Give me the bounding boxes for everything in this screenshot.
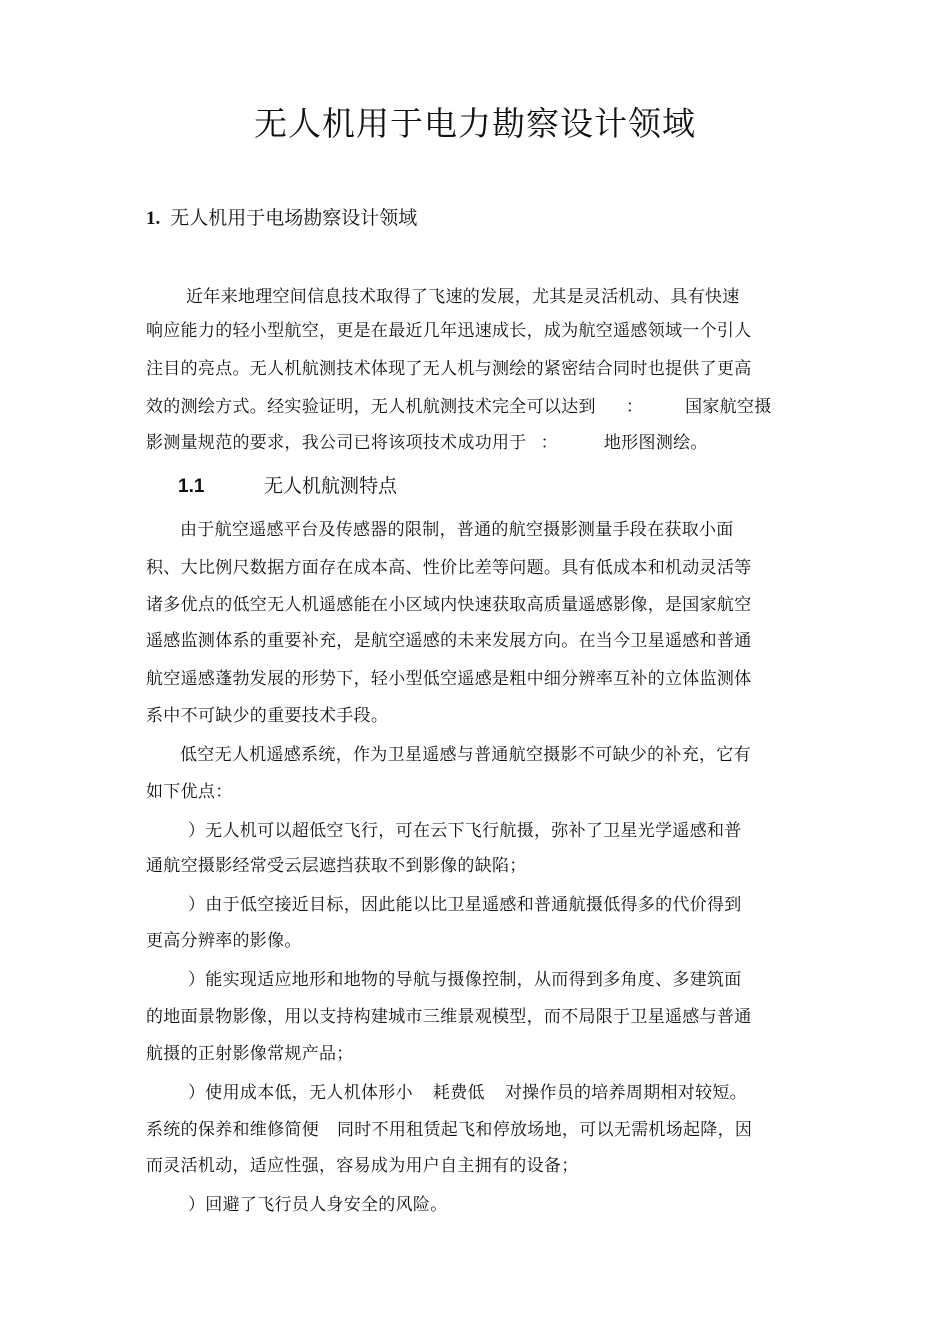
paragraph-line: 航空遥感蓬勃发展的形势下，轻小型低空遥感是粗中细分辨率互补的立体监测体 <box>146 669 752 689</box>
list-item: ）回避了飞行员人身安全的风险。 <box>188 1195 448 1215</box>
paragraph-line: 由于航空遥感平台及传感器的限制，普通的航空摄影测量手段在获取小面 <box>180 520 734 540</box>
list-item-line: 而灵活机动，适应性强，容易成为用户自主拥有的设备； <box>146 1156 579 1176</box>
paragraph-line: 低空无人机遥感系统，作为卫星遥感与普通航空摄影不可缺少的补充，它有 <box>180 745 751 765</box>
list-item-line: 系统的保养和维修简便 同时不用租赁起飞和停放场地，可以无需机场起降，因 <box>146 1120 753 1140</box>
list-item-line: 航摄的正射影像常规产品； <box>146 1044 354 1064</box>
list-item-line: 更高分辨率的影像。 <box>146 931 302 951</box>
list-item-line: 的地面景物影像，用以支持构建城市三维景观模型，而不局限于卫星遥感与普通 <box>146 1007 752 1027</box>
paragraph-line: 如下优点： <box>146 782 233 802</box>
paragraph-line: 遥感监测体系的重要补充，是航空遥感的未来发展方向。在当今卫星遥感和普通 <box>146 631 752 651</box>
paragraph-line: 影测量规范的要求，我公司已将该项技术成功用于 ： 地形图测绘。 <box>146 433 708 453</box>
paragraph-line: 近年来地理空间信息技术取得了飞速的发展，尤其是灵活机动、具有快速 <box>186 287 740 307</box>
section-heading-1 <box>146 202 417 235</box>
list-item: ）无人机可以超低空飞行，可在云下飞行航摄，弥补了卫星光学遥感和普 <box>188 821 742 841</box>
section-number: 1.1 <box>178 476 205 497</box>
section-number: 1. <box>146 208 161 229</box>
paragraph-line: 系中不可缺少的重要技术手段。 <box>146 706 389 726</box>
list-item: ）由于低空接近目标，因此能以比卫星遥感和普通航摄低得多的代价得到 <box>188 895 742 915</box>
section-heading-1-1 <box>178 470 397 503</box>
list-item: ）使用成本低，无人机体形小 耗费低 对操作员的培养周期相对较短。 <box>188 1083 748 1103</box>
list-item: ）能实现适应地形和地物的导航与摄像控制，从而得到多角度、多建筑面 <box>188 970 742 990</box>
paragraph-line: 注目的亮点。无人机航测技术体现了无人机与测绘的紧密结合同时也提供了更高 <box>146 359 752 379</box>
paragraph-line: 积、大比例尺数据方面存在成本高、性价比差等问题。具有低成本和机动灵活等 <box>146 558 752 578</box>
section-title: 无人机用于电场勘察设计领域 <box>170 207 418 229</box>
list-item-line: 通航空摄影经常受云层遮挡获取不到影像的缺陷； <box>146 856 527 876</box>
paragraph-line: 响应能力的轻小型航空，更是在最近几年迅速成长，成为航空遥感领域一个引人 <box>146 321 752 341</box>
paragraph-line: 诸多优点的低空无人机遥感能在小区域内快速获取高质量遥感影像，是国家航空 <box>146 595 752 615</box>
paragraph-line: 效的测绘方式。经实验证明，无人机航测技术完全可以达到 ： 国家航空摄 <box>146 397 772 417</box>
section-title: 无人机航测特点 <box>264 475 398 497</box>
document-title: 无人机用于电力勘察设计领域 <box>254 104 696 143</box>
